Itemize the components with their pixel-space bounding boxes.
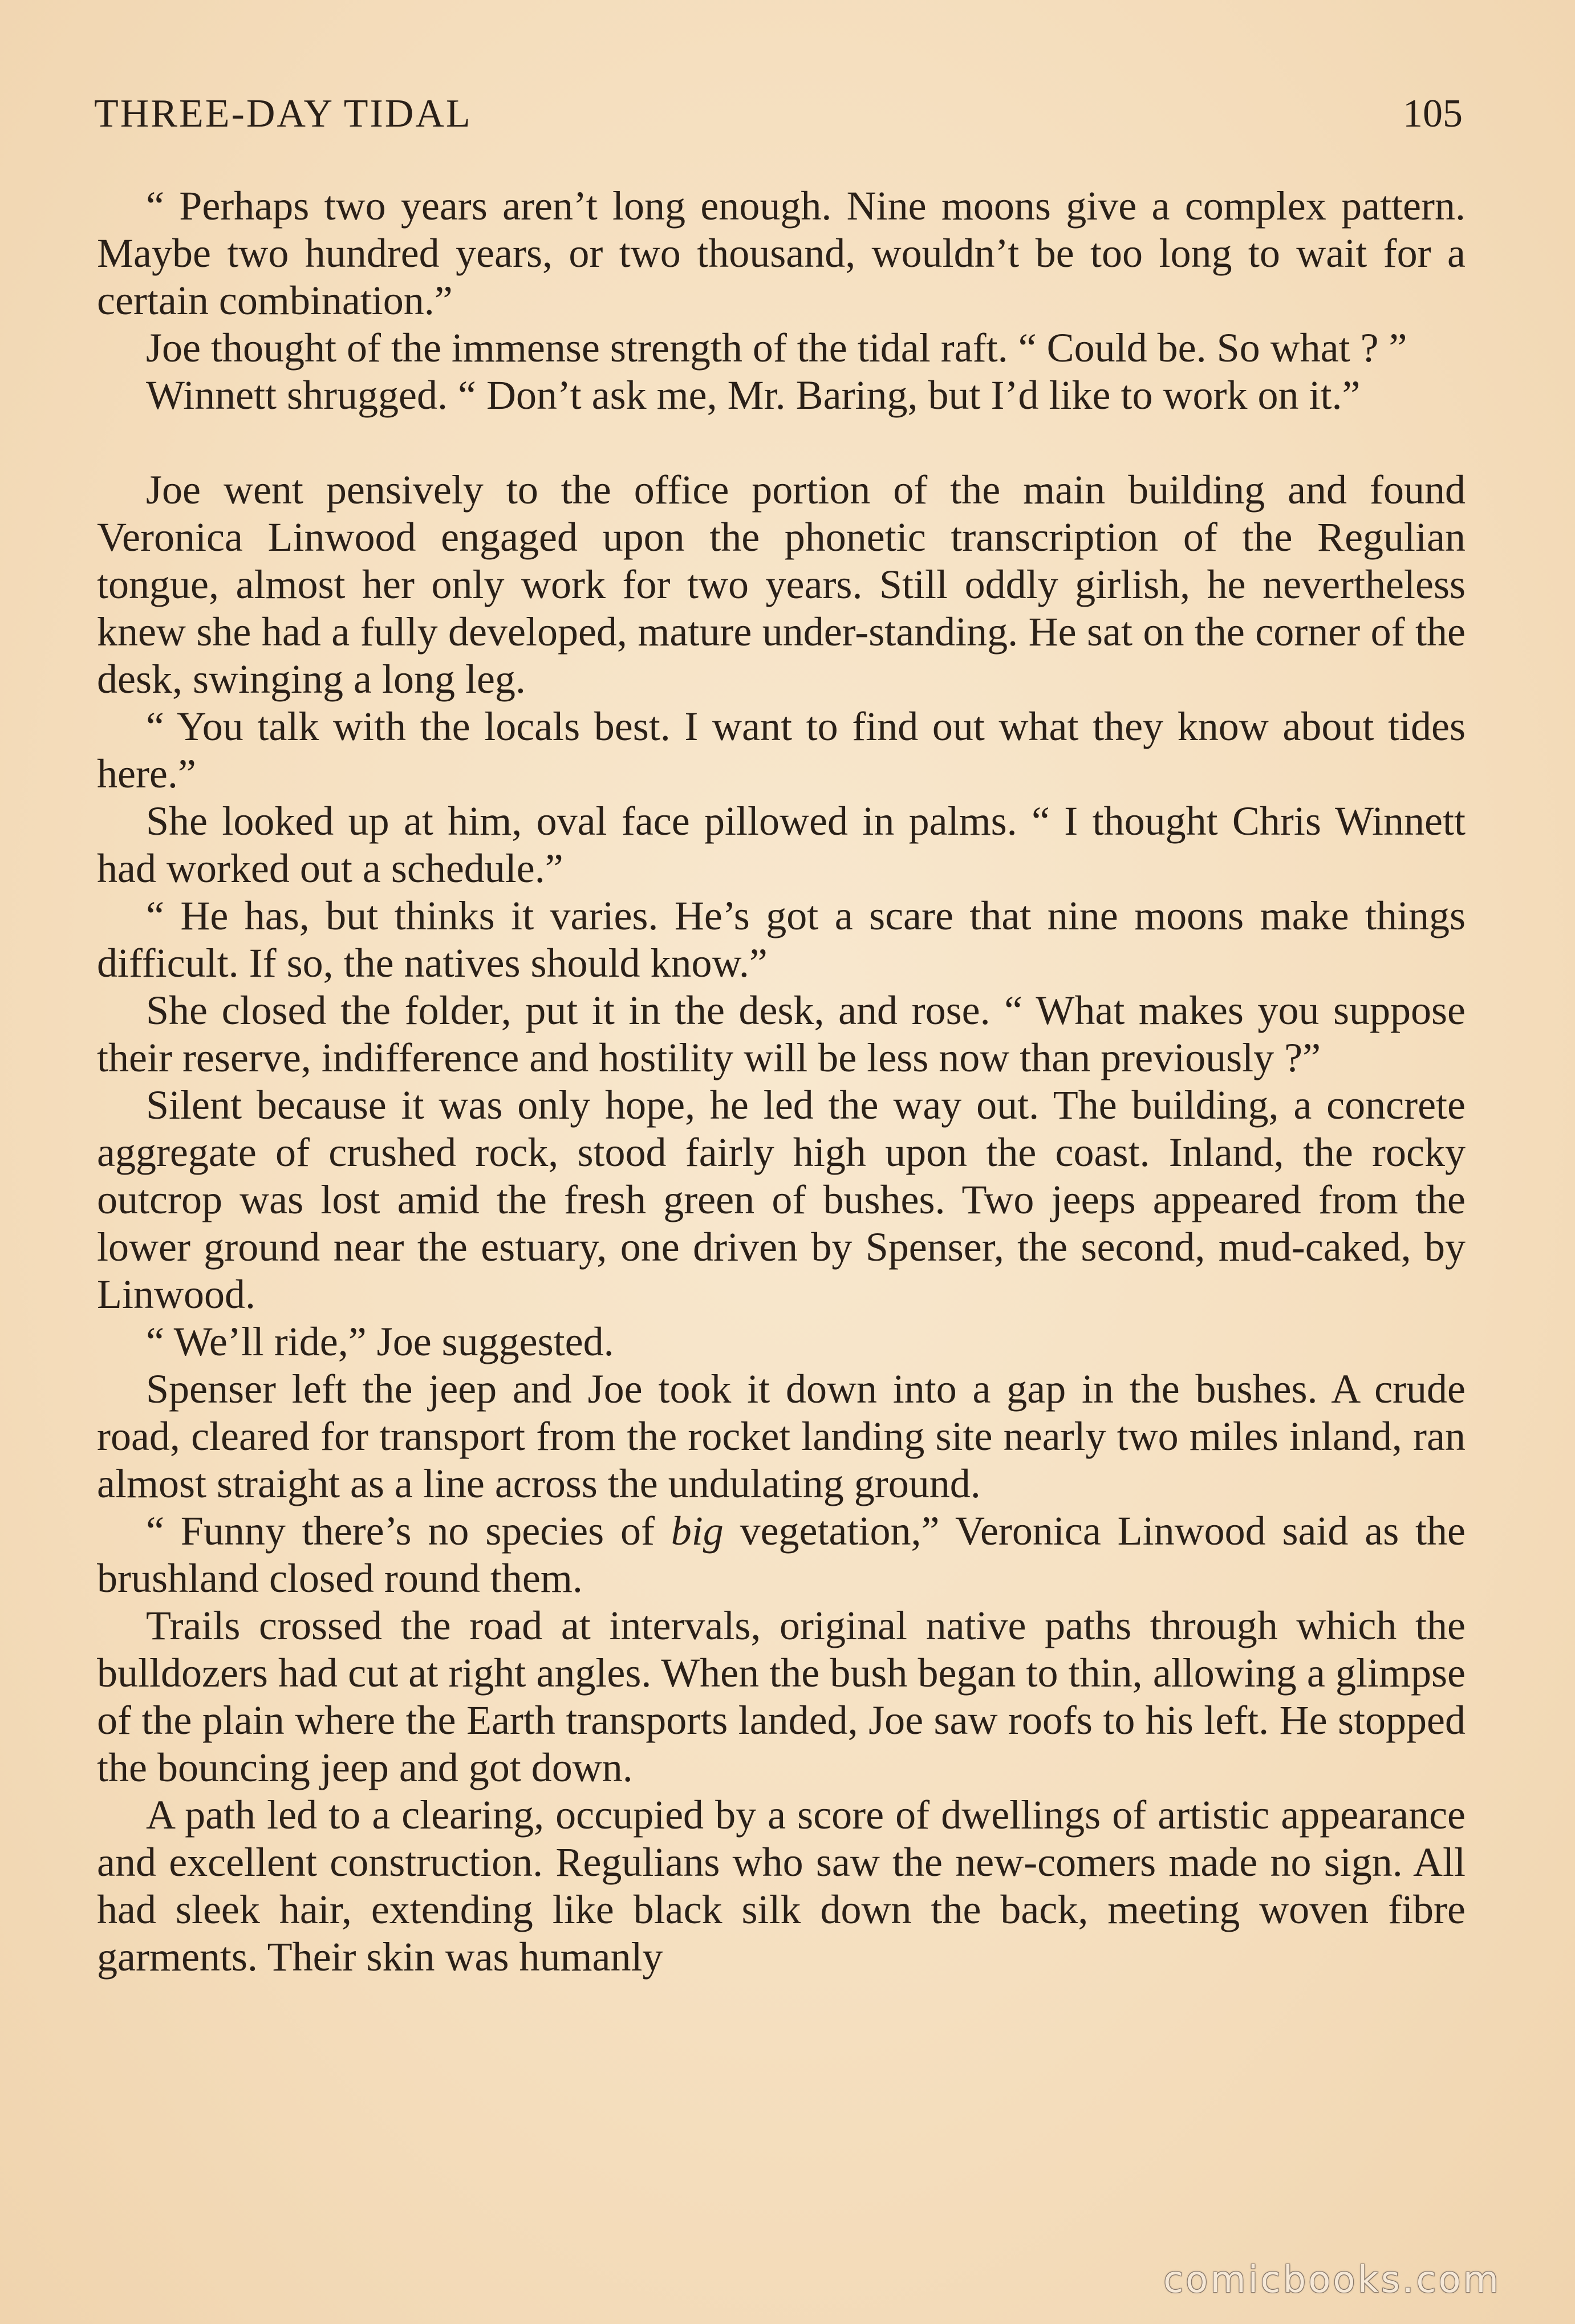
page-number: 105	[1403, 92, 1463, 136]
paragraph: “ You talk with the locals best. I want to find out what they know about tides here.”	[97, 704, 1466, 797]
paragraph: Joe thought of the immense strength of the tidal raft. “ Could be. So what ? ”	[146, 325, 1407, 371]
paragraph: “ We’ll ride,” Joe suggested.	[146, 1319, 614, 1364]
paragraph: Silent because it was only hope, he led the way out. The building, a concrete aggregate of crushed rock, stood fairly high upon the coast. Inland, the rocky outcrop was lost amid the fresh green of bushes. Two jeeps appeared from the lower ground near the estuary, one driven by Spenser, the second, mud-caked, by Linwood.	[97, 1082, 1466, 1317]
emphasis: big	[671, 1508, 724, 1554]
body-text	[97, 182, 1466, 1981]
section-break	[97, 419, 1466, 466]
running-header	[94, 86, 1463, 143]
paragraph: Winnett shrugged. “ Don’t ask me, Mr. Baring, but I’d like to work on it.”	[146, 372, 1361, 418]
paragraph: She closed the folder, put it in the desk, and rose. “ What makes you suppose their reserve, indifference and hostility will be less now than previously ?”	[97, 988, 1466, 1080]
paragraph: A path led to a clearing, occupied by a score of dwellings of artistic appearance and excellent construction. Regulians who saw the new-comers made no sign. All had sleek hair, extending like black silk down the back, meeting woven fibre garments. Their skin was humanly	[97, 1792, 1466, 1980]
watermark: comicbooks.com	[1163, 2259, 1501, 2301]
paragraph: “ He has, but thinks it varies. He’s got a scare that nine moons make things difficult. If so, the natives should know.”	[97, 893, 1466, 986]
paragraph: Spenser left the jeep and Joe took it down into a gap in the bushes. A crude road, cleared for transport from the rocket landing site nearly two miles inland, ran almost straight as a line across the undulating ground.	[97, 1366, 1466, 1506]
paragraph: Joe went pensively to the office portion of the main building and found Veronica Linwood engaged upon the phonetic transcription of the Regulian tongue, almost her only work for two years. Still oddly girlish, he nevertheless knew she had a fully developed, mature under-standing. He sat on the corner of the desk, swinging a long leg.	[97, 467, 1466, 702]
running-title: THREE-DAY TIDAL	[94, 92, 472, 136]
paragraph-italic-big: “ Funny there’s no species of big vegetation,” Veronica Linwood said as the brushland closed round them.	[97, 1508, 1466, 1601]
paragraph: Trails crossed the road at intervals, original native paths through which the bulldozers had cut at right angles. When the bush began to thin, allowing a glimpse of the plain where the Earth transports landed, Joe saw roofs to his left. He stopped the bouncing jeep and got down.	[97, 1603, 1466, 1790]
paragraph: She looked up at him, oval face pillowed in palms. “ I thought Chris Winnett had worked out a schedule.”	[97, 798, 1466, 891]
paragraph: “ Perhaps two years aren’t long enough. Nine moons give a complex pattern. Maybe two hundred years, or two thousand, wouldn’t be too long to wait for a certain combination.”	[97, 183, 1466, 323]
